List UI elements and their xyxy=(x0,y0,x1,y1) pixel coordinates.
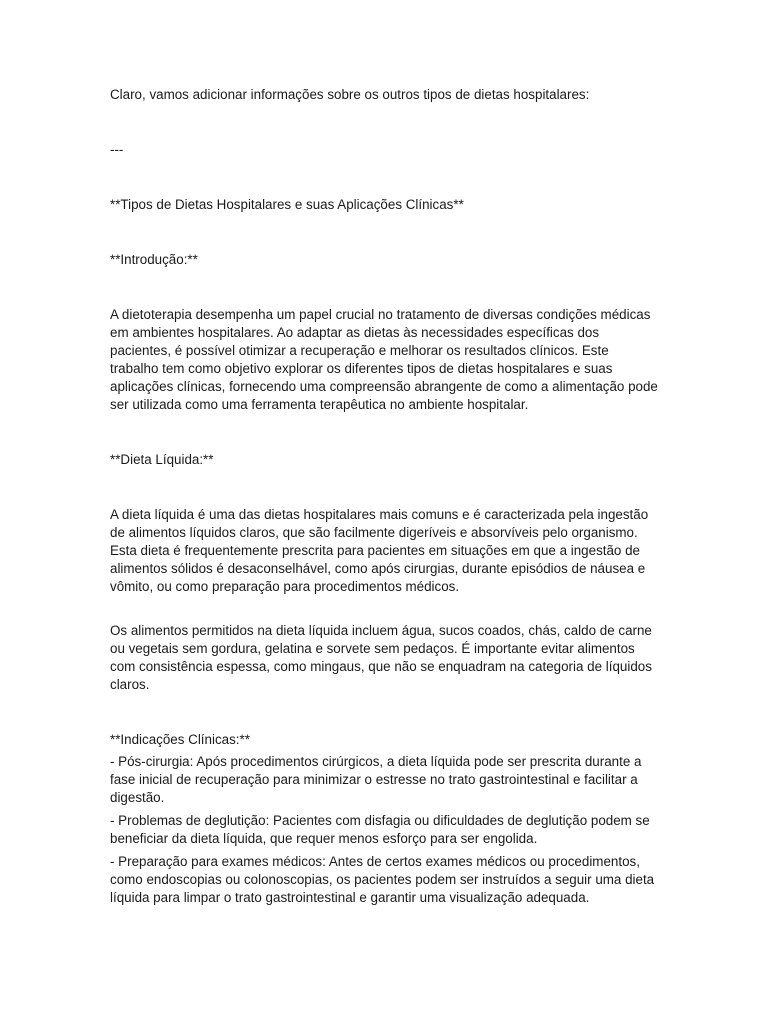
heading-liquid-diet: **Dieta Líquida:** xyxy=(110,452,214,467)
heading-introduction: **Introdução:** xyxy=(110,252,198,267)
paragraph-introduction: A dietoterapia desempenha um papel crucial no tratamento de diversas condições médicas em ambientes hospitalares. Ao adaptar as dietas às necessidades específicas dos pacientes, é possível otimizar a recuperação e melhorar os resultados clínicos. Este trabalho tem como objetivo explorar os diferentes tipos de dietas hospitalares e suas aplicações clínicas, fornecendo uma compreensão abrangente de como a alimentação pode ser utilizada como uma ferramenta terapêutica no ambiente hospitalar. xyxy=(110,307,658,412)
separator-line: --- xyxy=(110,142,124,157)
heading-clinical-indications: **Indicações Clínicas:** xyxy=(110,732,250,747)
indication-item-swallowing: - Problemas de deglutição: Pacientes com disfagia ou dificuldades de deglutição podem se beneficiar da dieta líquida, que requer menos esforço para ser engolida. xyxy=(110,813,650,846)
indication-item-exam-preparation: - Preparação para exames médicos: Antes de certos exames médicos ou procedimentos, como endoscopias ou colonoscopias, os pacientes podem ser instruídos a seguir uma dieta líquida para limpar o trato gastrointestinal e garantir uma visualização adequada. xyxy=(110,854,655,905)
intro-line: Claro, vamos adicionar informações sobre os outros tipos de dietas hospitalares: xyxy=(110,87,590,102)
document-title: **Tipos de Dietas Hospitalares e suas Aplicações Clínicas** xyxy=(110,197,464,212)
indication-item-post-surgery: - Pós-cirurgia: Após procedimentos cirúrgicos, a dieta líquida pode ser prescrita durante a fase inicial de recuperação para minimizar o estresse no trato gastrointestinal e facilitar a digestão. xyxy=(110,754,642,805)
paragraph-liquid-diet-description: A dieta líquida é uma das dietas hospitalares mais comuns e é caracterizada pela ingestão de alimentos líquidos claros, que são facilmente digeríveis e absorvíveis pelo organismo. Esta dieta é frequentemente prescrita para pacientes em situações em que a ingestão de alimentos sólidos é desaconselhável, como após cirurgias, durante episódios de náusea e vômito, ou como preparação para procedimentos médicos. xyxy=(110,507,649,594)
paragraph-liquid-diet-foods: Os alimentos permitidos na dieta líquida incluem água, sucos coados, chás, caldo de carne ou vegetais sem gordura, gelatina e sorvete sem pedaços. É importante evitar alimentos com consistência espessa, como mingaus, que não se enquadram na categoria de líquidos claros. xyxy=(110,623,652,692)
document-body xyxy=(110,86,658,912)
